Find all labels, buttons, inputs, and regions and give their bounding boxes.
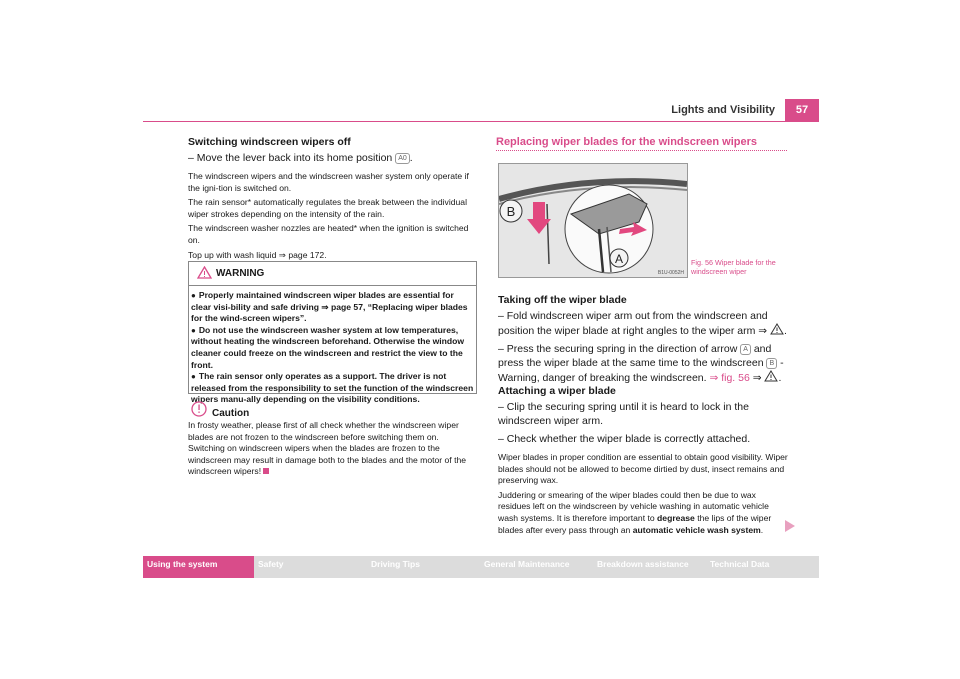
next-page-arrow-icon[interactable] (785, 520, 795, 532)
tab-technical-data[interactable]: Technical Data (706, 556, 819, 578)
warning-bar (189, 262, 476, 286)
key-a0: A0 (395, 153, 410, 164)
wiper-illustration (499, 164, 687, 277)
step-text: – Move the lever back into its home position (188, 152, 393, 164)
warning-bullet-2: ● Do not use the windscreen washer system at low temperatures, without heating the windscreen beforehand. Otherwise the window cleaner could freeze on the windscreen and restrict the view to the front. (191, 325, 475, 371)
caution-title: Caution (212, 408, 250, 419)
note-rain-sensor: The rain sensor* automatically regulates the break between the individual wiper strokes depending on the intensity of the rain. (188, 197, 467, 219)
notes-wiper (498, 452, 788, 536)
caution-icon (191, 401, 207, 417)
heading-attaching: Attaching a wiper blade (498, 385, 616, 397)
step-clip-spring: – Clip the securing spring until it is heard to lock in the windscreen wiper arm. (498, 401, 749, 427)
warning-box (188, 261, 477, 405)
step-press-spring: – Press the securing spring in the direction of arrow A and press the wiper blade at the same time to the windscreen B - Warning, danger of breaking the windscreen. ⇒ fig. 56 ⇒ . (498, 343, 784, 384)
figure-label-b: B (506, 204, 516, 219)
note-nozzles: The windscreen washer nozzles are heated* when the ignition is switched on. (188, 223, 469, 245)
step-home-position: – Move the lever back into its home position A0 . (188, 152, 413, 164)
figure-caption: Fig. 56 Wiper blade for the windscreen wiper (691, 258, 776, 276)
note-top-up: Top up with wash liquid ⇒ page 172. (188, 249, 327, 260)
warning-bullet-1: ● Properly maintained windscreen wiper blades are essential for clear visi-bility and safe driving ⇒ page 57, “Replacing wiper blades for the wind-screen wipers”. (191, 290, 475, 325)
figure-reference-link[interactable]: ⇒ fig. 56 (709, 372, 750, 384)
key-b: B (766, 358, 777, 369)
note-juddering-a: Juddering or smearing of the wiper blades could then be due to wax residues left on the windscreen by vehicle washing in automatic vehicle wash systems. It is therefore important to (498, 489, 769, 523)
warning-body (191, 290, 475, 406)
step-press-text-c: - Warning, danger of breaking the windscreen. (498, 357, 784, 384)
note-degrease: degrease (657, 512, 695, 523)
caution-body: In frosty weather, please first of all check whether the windscreen wiper blades are not frozen to the windscreen before switching them on. Switching on windscreen wipers when the blades are frozen to the windscreen may result in damage both to the blades and the motor of the windscreen wipers! (188, 420, 467, 477)
key-a: A (740, 344, 751, 355)
page-number: 57 (785, 99, 819, 121)
figure-code: B1U-0052H (657, 270, 684, 276)
steps-attaching (498, 400, 790, 446)
steps-taking-off (498, 309, 790, 385)
section-title-replacing: Replacing wiper blades for the windscreen wipers (496, 136, 758, 148)
step-check-blade: – Check whether the wiper blade is correctly attached. (498, 433, 751, 445)
caution-text (188, 420, 476, 478)
notes-block (188, 171, 476, 261)
note-juddering: Juddering or smearing of the wiper blades could then be due to wax residues left on the windscreen by vehicle washing in automatic vehicle wash systems. It is therefore important to degrease the lips of the wiper blades after every pass through an automatic vehicle wash system. (498, 489, 772, 535)
running-header-title: Lights and Visibility (671, 104, 775, 116)
section-rule (496, 150, 787, 151)
step-fold-arm-text: – Fold windscreen wiper arm out from the windscreen and position the wiper blade at right angles to the wiper arm ⇒ (498, 310, 768, 337)
warning-triangle-icon (197, 266, 212, 279)
figure-wiper-blade (498, 163, 688, 278)
heading-taking-off: Taking off the wiper blade (498, 294, 627, 306)
tab-general-maintenance[interactable]: General Maintenance (480, 556, 593, 578)
step-fold-arm: – Fold windscreen wiper arm out from the windscreen and position the wiper blade at right angles to the wiper arm ⇒ . (498, 310, 787, 337)
warning-bullet-3: ● The rain sensor only operates as a support. The driver is not released from the responsibility to set the function of the windscreen wipers manu-ally depending on the visibility conditions. (191, 371, 475, 406)
step-press-text-b: and press the wiper blade at the same time to the windscreen (498, 343, 772, 369)
tab-breakdown-assistance[interactable]: Breakdown assistance (593, 556, 706, 578)
note-juddering-b: the lips of the wiper blades after every pass through an (498, 512, 772, 535)
warning-triangle-icon (764, 370, 778, 382)
end-marker-icon (263, 468, 269, 474)
tab-safety[interactable]: Safety (254, 556, 367, 578)
heading-switching-off: Switching windscreen wipers off (188, 136, 351, 148)
warning-title: WARNING (216, 268, 265, 279)
warning-triangle-icon (770, 323, 784, 335)
header-rule (143, 121, 819, 122)
figure-label-a: A (614, 252, 624, 266)
note-ignition: The windscreen wipers and the windscreen washer system only operate if the igni-tion is switched on. (188, 171, 469, 193)
tab-driving-tips[interactable]: Driving Tips (367, 556, 480, 578)
step-press-text-a: – Press the securing spring in the direction of arrow (498, 343, 738, 355)
note-condition: Wiper blades in proper condition are essential to obtain good visibility. Wiper blades should not be allowed to become dirtied by dust, insect remains and preserving wax. (498, 452, 788, 486)
tab-using-the-system[interactable]: Using the system (143, 556, 254, 578)
note-wash-system: automatic vehicle wash system (632, 524, 761, 535)
